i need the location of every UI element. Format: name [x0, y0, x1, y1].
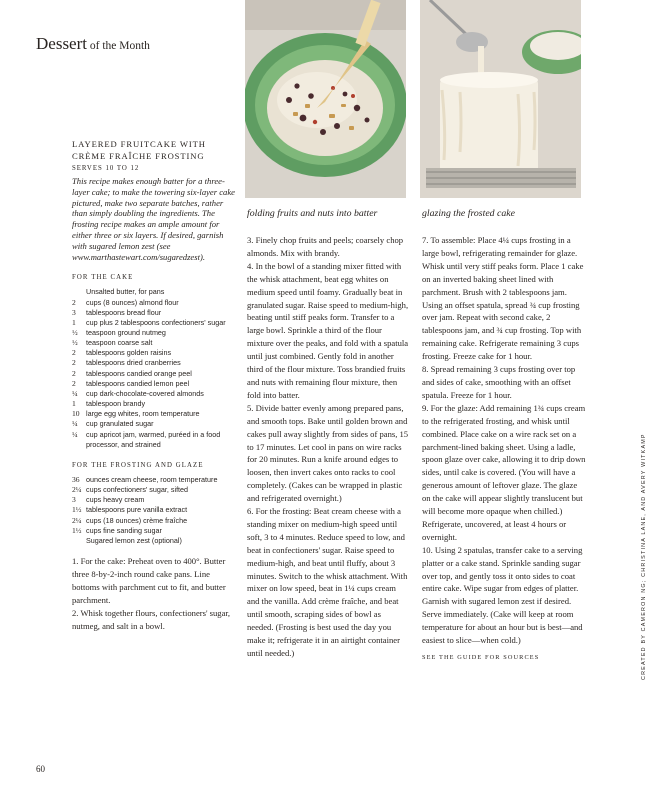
ingredient-row: [72, 536, 236, 546]
ingredient-qty: 1½: [72, 525, 82, 535]
recipe-title-line-1: LAYERED FRUITCAKE WITH: [72, 139, 206, 149]
ingredient-text: cups confectioners' sugar, sifted: [86, 485, 189, 495]
page-number: 60: [36, 764, 45, 774]
ingredient-text: tablespoons candied orange peel: [86, 368, 192, 378]
recipe-title: [72, 138, 236, 162]
ingredient-text: cups heavy cream: [86, 495, 145, 505]
recipe-column-2: [247, 234, 409, 660]
cake-heading: FOR THE CAKE: [72, 274, 134, 282]
ingredient-qty: ¼: [72, 429, 78, 439]
ingredient-row: [72, 318, 236, 328]
ingredient-qty: 2: [72, 378, 76, 388]
cake-ingredient-list: [72, 287, 236, 450]
step-2: 2. Whisk together flours, confectioners' sugar, nutmeg, and salt in a bowl.: [72, 607, 231, 631]
section-title: [36, 34, 150, 54]
ingredient-qty: 2: [72, 297, 76, 307]
frosting-ingredient-list: [72, 475, 236, 546]
ingredient-text: tablespoons dried cranberries: [86, 358, 181, 368]
ingredient-qty: 2: [72, 348, 76, 358]
ingredient-qty: 3: [72, 307, 76, 317]
ingredient-text: cup apricot jam, warmed, puréed in a food processor, and strained: [86, 429, 221, 449]
ingredient-text: tablespoons golden raisins: [86, 348, 172, 358]
ingredient-row: [72, 475, 236, 485]
ingredient-row: [72, 430, 236, 450]
step-6: 6. For the frosting: Beat cream cheese with a standing mixer on medium-high speed until soft, 3 to 4 minutes. Reduce speed to low, and beat in confectioners' sugar. Raise speed to medium-high, and beat until fluffy, about 3 minutes. Switch to the whisk attachment. With mixer on low speed, beat in 1¼ cups cream and the vanilla. Add crème fraîche, and beat until smooth, scraping sides of bowl as needed. (Frosting is best used the day you make it; refrigerate it in an airtight container until needed.): [247, 506, 408, 658]
ingredient-text: cup plus 2 tablespoons confectioners' sugar: [86, 317, 226, 327]
ingredient-qty: ¼: [72, 419, 78, 429]
ingredient-qty: 36: [72, 474, 80, 484]
ingredient-row: [72, 308, 236, 318]
ingredient-qty: 1: [72, 317, 76, 327]
step-7: 7. To assemble: Place 4¼ cups frosting in a large bowl, refrigerating remainder for glaze. Whisk until very stiff peaks form. Place 1 cake on an inverted baking sheet lined with parchment. Brush with 2 tablespoons jam. Using an offset spatula, spread ¾ cup frosting over jam. Repeat with second cake, 2 tablespoons jam, and ¾ cup frosting. Top with remaining cake. Refrigerate remaining 3 cups frosting. Freeze cake for 1 hour.: [422, 235, 584, 362]
ingredient-qty: 1: [72, 399, 76, 409]
step-4: 4. In the bowl of a standing mixer fitted with the whisk attachment, beat egg whites on medium speed until foamy. Gradually beat in granulated sugar. Raise speed to medium-high, beating until stiff peaks form. Transfer to a large bowl. Sprinkle a third of the flour mixture over the peaks, and fold with a spatula until just combined. Gently fold in another third of the flour mixture. Toss brandied fruits and nuts with remaining flour mixture, then fold into batter.: [247, 260, 409, 400]
ingredient-text: tablespoon brandy: [86, 399, 146, 409]
ingredient-text: large egg whites, room temperature: [86, 409, 200, 419]
batter-photo: [245, 0, 406, 198]
ingredient-text: cups (18 ounces) crème fraîche: [86, 515, 188, 525]
ingredient-row: [72, 409, 236, 419]
caption-folding: folding fruits and nuts into batter: [247, 208, 378, 219]
ingredient-row: [72, 485, 236, 495]
ingredient-row: [72, 419, 236, 429]
step-5: 5. Divide batter evenly among prepared pans, and smooth tops. Bake until golden brown and cakes pull away slightly from sides of pans, 15 to 17 minutes. Let cool in pans on wire racks for 20 minutes. Run a knife around edges to loosen, then invert cakes onto racks to cool completely. (Cakes can be wrapped in plastic and refrigerated overnight.): [247, 402, 409, 504]
batter-photo-illustration: [245, 0, 406, 198]
ingredient-row: [72, 298, 236, 308]
ingredient-qty: ¼: [72, 388, 78, 398]
step-10: 10. Using 2 spatulas, transfer cake to a serving platter or a cake stand. Sprinkle sanding sugar over top, and gently toss it onto sides to coat entire cake. Wipe sugar from edges of platter. Garnish with sugared lemon zest if desired. Serve immediately. (Cake will keep at room temperature for about an hour but is best—and easiest to slice—when cold.): [422, 544, 583, 646]
glazing-photo: [420, 0, 581, 198]
step-3: 3. Finely chop fruits and peels; coarsely chop almonds. Mix with brandy.: [247, 235, 404, 258]
ingredient-row: [72, 526, 236, 536]
ingredient-qty: ½: [72, 328, 78, 337]
intro-text: This recipe makes enough batter for a three-layer cake; to make the towering six-layer cake pictured, make two separate batches, rather than simply doubling the ingredients. The frosting recipe makes an ample amount for either three or six layers. If desired, garnish with sugared lemon zest (see www.marthastewart.com/sugaredzest).: [72, 176, 235, 262]
ingredient-qty: [72, 287, 86, 297]
step-9: 9. For the glaze: Add remaining 1¾ cups cream to the refrigerated frosting, and whisk until combined. Place cake on a wire rack set on a parchment-lined baking sheet. Using a ladle, spoon glaze over cake, allowing it to drip down sides, until cake is covered. (You will have a generous amount of leftover glaze. The glaze on the cake will appear slightly translucent but will become more opaque when chilled.) Refrigerate, uncovered, at least 4 hours or overnight.: [422, 402, 586, 542]
recipe-column-3: [422, 234, 586, 665]
ingredient-row: [72, 369, 236, 379]
ingredient-text: tablespoons pure vanilla extract: [86, 505, 188, 515]
section-title-sub: of the Month: [86, 40, 150, 52]
ingredient-text: Sugared lemon zest (optional): [86, 535, 182, 545]
ingredient-text: tablespoons candied lemon peel: [86, 378, 190, 388]
ingredient-text: cup granulated sugar: [86, 419, 154, 429]
recipe-title-line-2: CRÈME FRAÎCHE FROSTING: [72, 151, 205, 161]
ingredient-row: [72, 358, 236, 368]
ingredient-qty: 3: [72, 495, 76, 505]
ingredient-text: teaspoon coarse salt: [86, 338, 153, 348]
glazing-photo-illustration: [420, 0, 581, 198]
ingredient-qty: 1½: [72, 505, 82, 515]
ingredient-row: [72, 338, 236, 348]
ingredient-text: cup dark-chocolate-covered almonds: [86, 388, 204, 398]
ingredient-qty: 2¼: [72, 515, 82, 525]
photo-credit: CREATED BY CAMERON NG; CHRISTINA LANE, AND AVERY WITKAMP: [641, 433, 647, 680]
ingredient-text: tablespoons bread flour: [86, 307, 162, 317]
step-8: 8. Spread remaining 3 cups frosting over top and sides of cake, smoothing with an offset spatula. Freeze for 1 hour.: [422, 364, 576, 400]
section-title-main: Dessert: [36, 34, 87, 53]
ingredient-row: [72, 379, 236, 389]
serves: SERVES 10 TO 12: [72, 165, 140, 172]
ingredient-row: [72, 399, 236, 409]
step-1: 1. For the cake: Preheat oven to 400°. Butter three 8-by-2-inch round cake pans. Line bottoms with parchment cut to fit, and butter parchment.: [72, 555, 226, 605]
ingredient-qty: 10: [72, 409, 80, 419]
ingredient-text: ounces cream cheese, room temperature: [86, 474, 218, 484]
ingredient-text: Unsalted butter, for pans: [86, 287, 165, 297]
ingredient-qty: 2¼: [72, 485, 82, 495]
ingredient-row: [72, 328, 236, 338]
sources-note: SEE THE GUIDE FOR SOURCES: [422, 654, 540, 661]
ingredient-row: [72, 505, 236, 515]
steps-part-1: [72, 555, 236, 632]
ingredient-qty: ½: [72, 338, 78, 348]
ingredient-row: [72, 348, 236, 358]
ingredient-row: [72, 495, 236, 505]
ingredient-text: cups (8 ounces) almond flour: [86, 297, 179, 307]
ingredient-row: [72, 389, 236, 399]
ingredient-row: [72, 287, 236, 297]
ingredient-qty: [72, 536, 86, 546]
ingredient-text: cups fine sanding sugar: [86, 525, 162, 535]
ingredient-qty: 2: [72, 368, 76, 378]
frosting-heading: FOR THE FROSTING AND GLAZE: [72, 461, 204, 469]
ingredient-text: teaspoon ground nutmeg: [86, 328, 166, 337]
caption-glazing: glazing the frosted cake: [422, 208, 515, 219]
ingredient-qty: 2: [72, 358, 76, 368]
ingredient-row: [72, 516, 236, 526]
recipe-column-1: [72, 138, 236, 632]
